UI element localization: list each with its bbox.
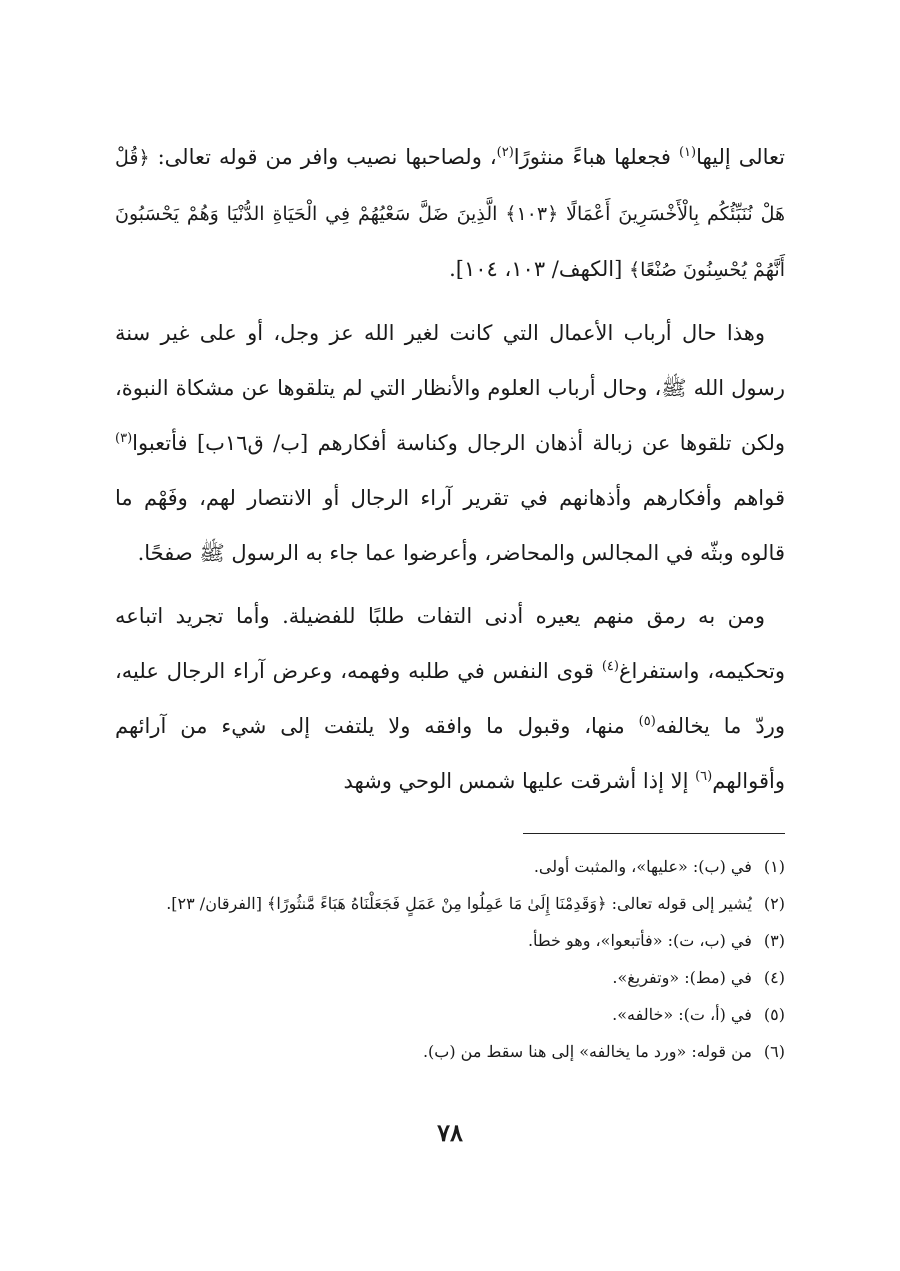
text-segment: قوى النفس في طلبه وفهمه، وعرض آراء الرجال عليه، وردّ ما يخالفه (115, 659, 785, 738)
footnote-reference-4: (٤) (601, 659, 619, 674)
footnote-6 (115, 1033, 785, 1070)
footnote-reference-2: (٢) (496, 145, 514, 160)
text-segment: قواهم وأفكارهم وأذهانهم في تقرير آراء الرجال أو الانتصار لهم، وفَهْم ما قالوه وبثّه في المجالس والمحاضر، وأعرضوا عما جاء به الرسول ﷺ صفحًا. (115, 486, 785, 565)
text-segment: ومن به رمق منهم يعيره أدنى التفات طلبًا للفضيلة. وأما تجريد اتباعه وتحكيمه، واستفراغ (115, 604, 785, 683)
footnote-number: (٤) (763, 968, 785, 987)
footnote-number: (٦) (763, 1042, 785, 1061)
footnote-2 (115, 885, 785, 922)
text-segment: تعالى إليها (696, 145, 785, 169)
footnote-1 (115, 848, 785, 885)
paragraph-3 (115, 589, 785, 809)
footnote-reference-1: (١) (678, 145, 697, 160)
quran-verse: ﴿قُلْ هَلْ نُنَبِّئُكُم بِالْأَخْسَرِينَ أَعْمَالًا ﴿١٠٣﴾ الَّذِينَ ضَلَّ سَعْيُهُمْ فِي الْحَيَاةِ الدُّنْيَا وَهُمْ يَحْسَبُونَ أَنَّهُمْ يُحْسِنُونَ صُنْعًا﴾ (115, 147, 785, 281)
text-segment: وهذا حال أرباب الأعمال التي كانت لغير الله عز وجل، أو على غير سنة رسول الله ﷺ، وحال أرباب العلوم والأنظار التي لم يتلقوها عن مشكاة النبوة، ولكن تلقوها عن زبالة أذهان الرجال وكناسة أفكارهم [ب/ ق١٦ب] فأتعبوا (115, 321, 785, 455)
footnote-text: في (أ، ت): «خالفه». (612, 1005, 752, 1024)
footnote-reference-5: (٥) (638, 714, 656, 729)
footnote-reference-6: (٦) (695, 769, 713, 784)
footnote-text: في (ب): «عليها»، والمثبت أولى. (533, 857, 752, 876)
footnote-number: (٢) (763, 894, 785, 913)
text-segment: إلا إذا أشرقت عليها شمس الوحي وشهد (343, 769, 696, 793)
footnotes (115, 848, 785, 1070)
footnote-4 (115, 959, 785, 996)
text-segment: منها، وقبول ما وافقه ولا يلتفت إلى شيء من آرائهم وأقوالهم (115, 714, 785, 793)
paragraph-2 (115, 306, 785, 581)
text-segment: ، ولصاحبها نصيب وافر من قوله تعالى: (149, 145, 497, 169)
footnote-text: من قوله: «ورد ما يخالفه» إلى هنا سقط من (ب). (422, 1042, 752, 1061)
footnote-5 (115, 996, 785, 1033)
footnote-3 (115, 922, 785, 959)
footnote-number: (٥) (763, 1005, 785, 1024)
footnote-reference-3: (٣) (115, 431, 133, 446)
verse-citation: [الكهف/ ١٠٣، ١٠٤]. (449, 257, 629, 281)
text-segment: فجعلها هباءً منثورًا (513, 145, 679, 169)
paragraph-1 (115, 130, 785, 298)
footnote-number: (٣) (763, 931, 785, 950)
footnote-text: في (ب، ت): «فأتبعوا»، وهو خطأ. (527, 931, 752, 950)
page-number: ٧٨ (437, 1118, 463, 1147)
footnote-text: يُشير إلى قوله تعالى: ﴿وَقَدِمْنَا إِلَىٰ مَا عَمِلُوا مِنْ عَمَلٍ فَجَعَلْنَاهُ هَبَاءً مَّنثُورًا﴾ [الفرقان/ ٢٣]. (166, 894, 752, 913)
footnote-number: (١) (763, 857, 785, 876)
footnote-separator (523, 833, 785, 834)
main-text (115, 130, 785, 817)
footnote-text: في (مط): «وتفريغ». (612, 968, 752, 987)
